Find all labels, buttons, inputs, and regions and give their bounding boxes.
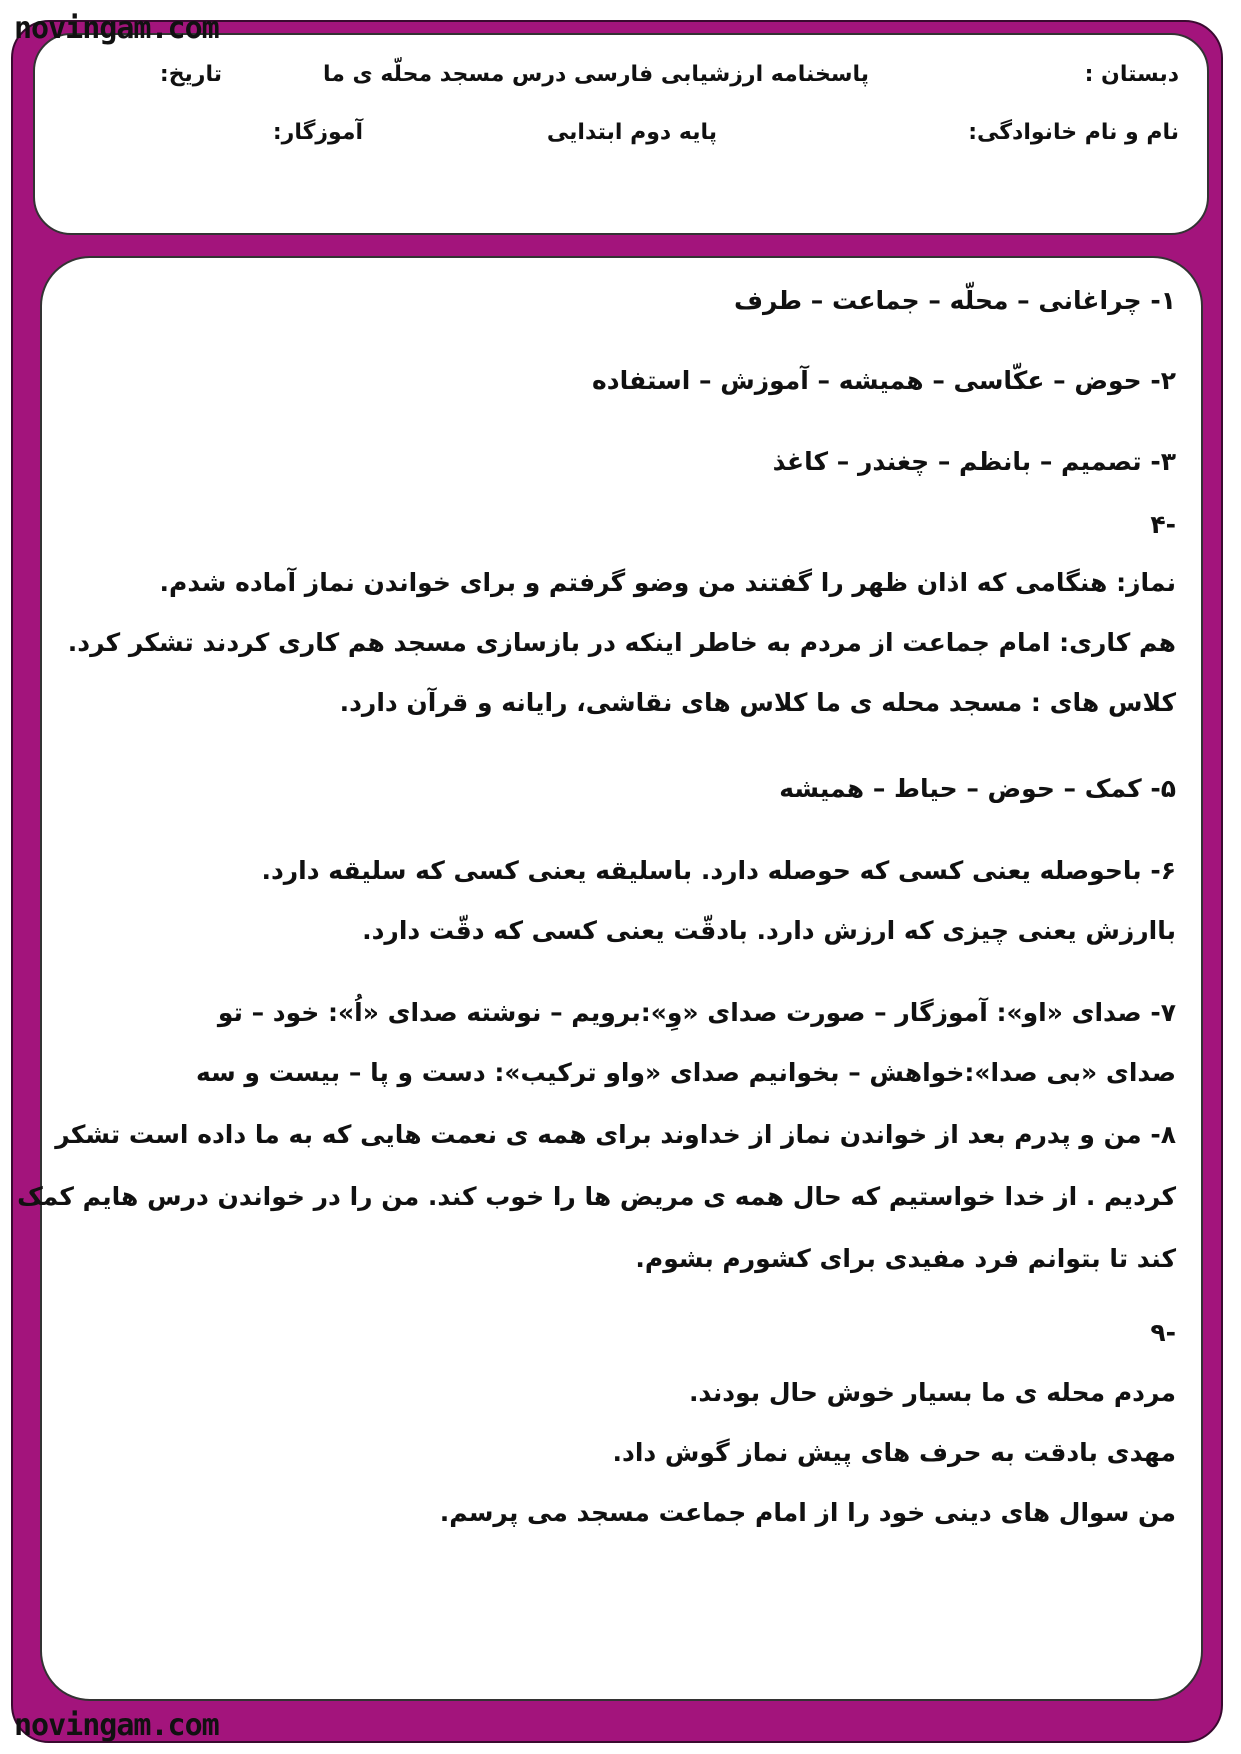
page-title: پاسخنامه ارزشیابی فارسی درس مسجد محلّه ی ما (322, 62, 869, 87)
answer-8-line-1: ۸- من و پدرم بعد از خواندن نماز از خداوند برای همه ی نعمت هایی که به ما داده است تشکر (55, 1120, 1176, 1149)
watermark-bottom: novingam.com (14, 1708, 219, 1743)
answer-8-line-2: کردیم . از خدا خواستیم که حال همه ی مریض ها را خوب کند. من را در خواندن درس هایم کمک (17, 1182, 1176, 1211)
answer-4-line-1: نماز: هنگامی که اذان ظهر را گفتند من وضو گرفتم و برای خواندن نماز آماده شدم. (159, 568, 1176, 597)
watermark-top: novingam.com (14, 11, 219, 46)
answer-7-line-2: صدای «بی صدا»:خواهش – بخوانیم صدای «واو ترکیب»: دست و پا – بیست و سه (195, 1058, 1176, 1087)
name-field: نام و نام خانوادگی: (968, 120, 1179, 145)
teacher-field: آموزگار: (272, 120, 363, 145)
grade-label: پایه دوم ابتدایی (546, 120, 717, 145)
answer-9-heading: ۹- (1150, 1318, 1176, 1347)
answer-4-line-2: هم کاری: امام جماعت از مردم به خاطر اینکه در بازسازی مسجد هم کاری کردند تشکر کرد. (67, 628, 1176, 657)
answer-9-line-1: مردم محله ی ما بسیار خوش حال بودند. (688, 1378, 1176, 1407)
answer-3: ۳- تصمیم – بانظم – چغندر – کاغذ (772, 447, 1176, 476)
answer-6-line-2: باارزش یعنی چیزی که ارزش دارد. بادقّت یعنی کسی که دقّت دارد. (362, 916, 1176, 945)
answer-2: ۲- حوض – عکّاسی – همیشه – آموزش – استفاده (591, 366, 1176, 395)
answer-6-line-1: ۶- باحوصله یعنی کسی که حوصله دارد. باسلیقه یعنی کسی که سلیقه دارد. (261, 856, 1176, 885)
answer-1: ۱- چراغانی – محلّه – جماعت – طرف (733, 286, 1176, 315)
answer-4-heading: ۴- (1150, 510, 1176, 539)
answer-9-line-3: من سوال های دینی خود را از امام جماعت مسجد می پرسم. (439, 1498, 1176, 1527)
answer-8-line-3: کند تا بتوانم فرد مفیدی برای کشورم بشوم. (635, 1244, 1176, 1273)
answer-4-line-3: کلاس های : مسجد محله ی ما کلاس های نقاشی، رایانه و قرآن دارد. (339, 688, 1176, 717)
answer-5: ۵- کمک – حوض – حیاط – همیشه (779, 774, 1176, 803)
school-field: دبستان : (1084, 62, 1179, 87)
answer-7-line-1: ۷- صدای «او»: آموزگار – صورت صدای «وِ»:برویم – نوشته صدای «اُ»: خود – تو (217, 998, 1176, 1027)
answer-9-line-2: مهدی بادقت به حرف های پیش نماز گوش داد. (612, 1438, 1176, 1467)
date-field: تاریخ: (159, 62, 222, 87)
